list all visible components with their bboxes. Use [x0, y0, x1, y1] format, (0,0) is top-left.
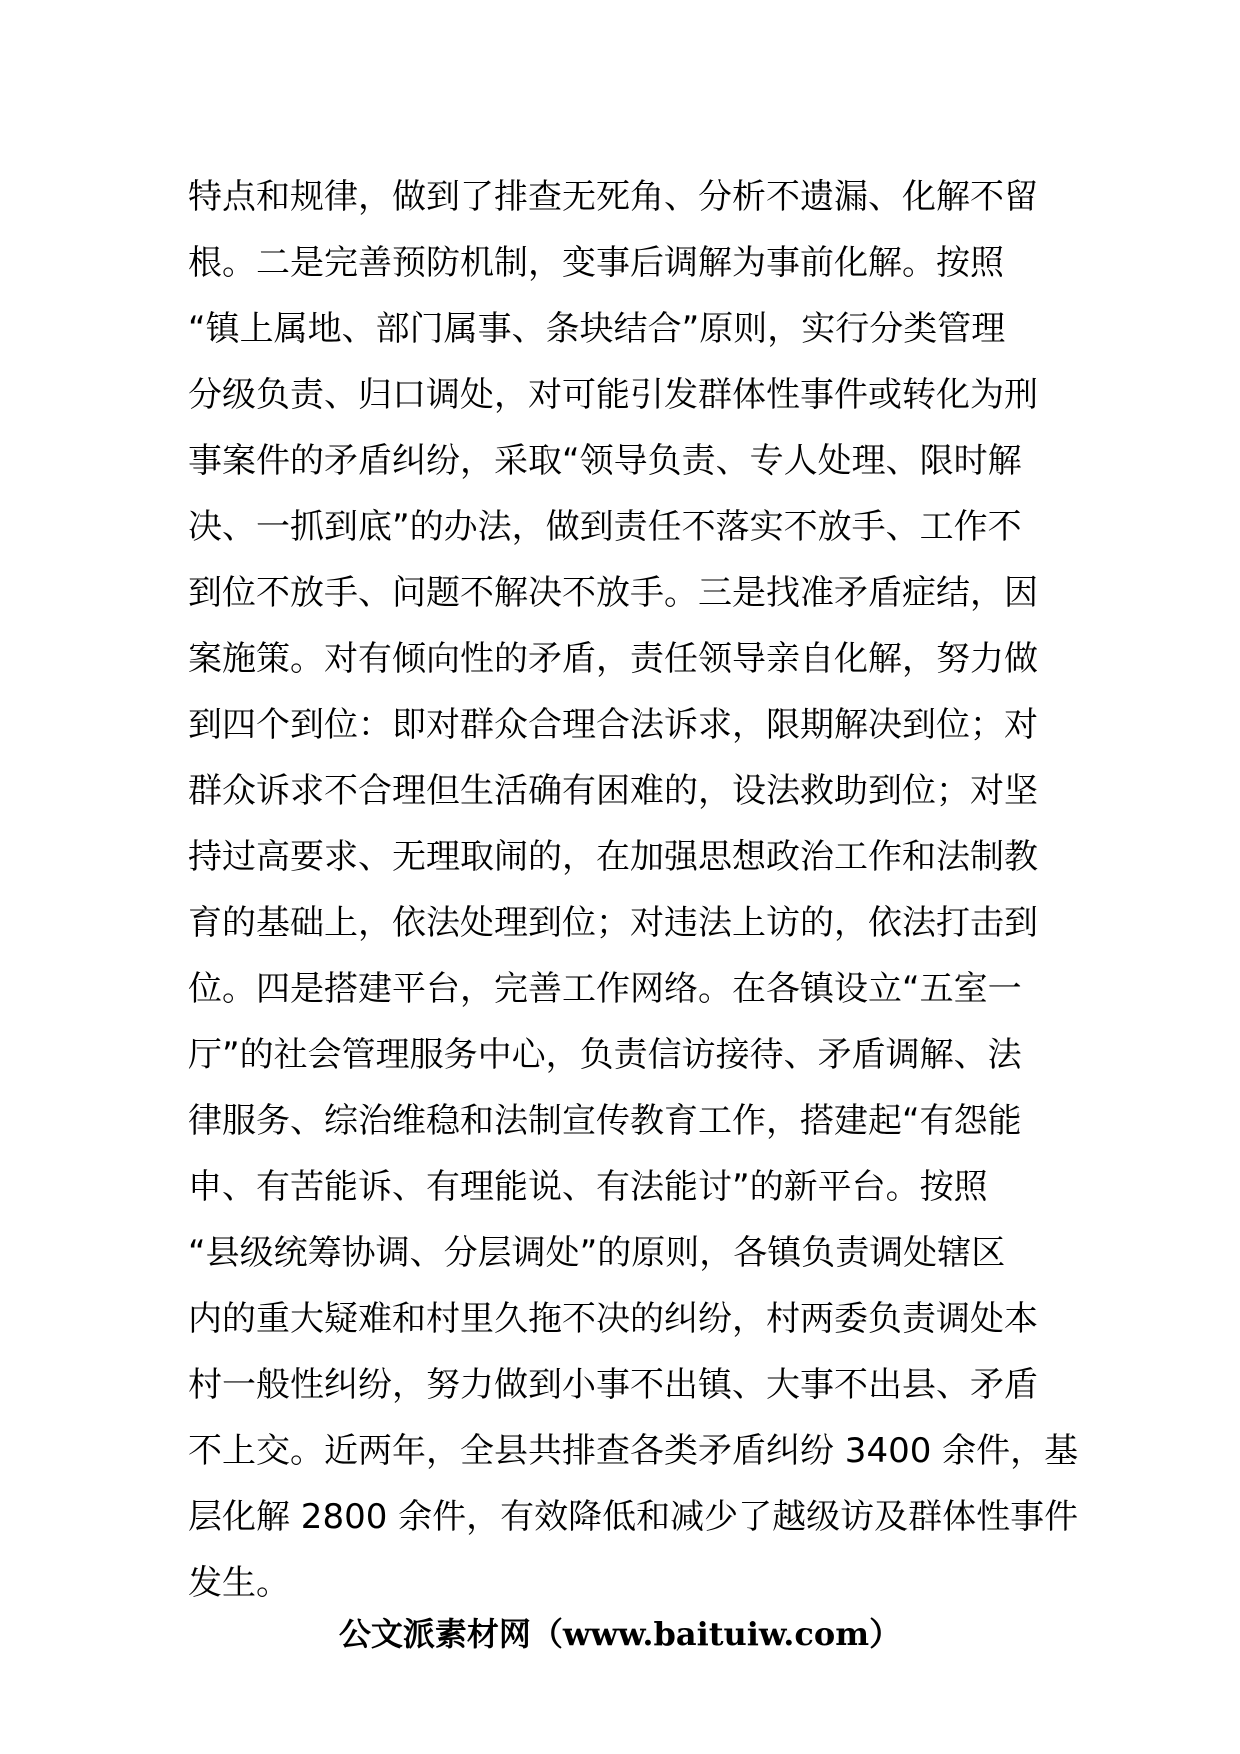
text-line: 持过高要求、无理取闹的，在加强思想政治工作和法制教 — [188, 837, 1038, 877]
text-line: 事案件的矛盾纠纷，采取“领导负责、专人处理、限时解 — [188, 441, 1022, 481]
body-paragraph — [188, 164, 1079, 1616]
text-line: 厅”的社会管理服务中心，负责信访接待、矛盾调解、法 — [188, 1035, 1022, 1075]
text-line: 发生。 — [188, 1563, 290, 1603]
text-line: 决、一抓到底”的办法，做到责任不落实不放手、工作不 — [188, 507, 1022, 547]
text-line: 分级负责、归口调处，对可能引发群体性事件或转化为刑 — [188, 375, 1038, 415]
text-line: “县级统筹协调、分层调处”的原则，各镇负责调处辖区 — [188, 1233, 1006, 1273]
text-line: 内的重大疑难和村里久拖不决的纠纷，村两委负责调处本 — [188, 1299, 1038, 1339]
text-line: 育的基础上，依法处理到位；对违法上访的，依法打击到 — [188, 903, 1038, 943]
text-line: 层化解 2800 余件，有效降低和减少了越级访及群体性事件 — [188, 1497, 1079, 1537]
text-line: 根。二是完善预防机制，变事后调解为事前化解。按照 — [188, 243, 1004, 283]
text-line: 特点和规律，做到了排查无死角、分析不遗漏、化解不留 — [188, 177, 1038, 217]
text-line: 到位不放手、问题不解决不放手。三是找准矛盾症结，因 — [188, 573, 1038, 613]
text-line: 到四个到位：即对群众合理合法诉求，限期解决到位；对 — [188, 705, 1038, 745]
text-line: 位。四是搭建平台，完善工作网络。在各镇设立“五室一 — [188, 969, 1022, 1009]
text-line: 申、有苦能诉、有理能说、有法能讨”的新平台。按照 — [188, 1167, 988, 1207]
text-line: 群众诉求不合理但生活确有困难的，设法救助到位；对坚 — [188, 771, 1038, 811]
text-line: 不上交。近两年，全县共排查各类矛盾纠纷 3400 余件，基 — [188, 1431, 1079, 1471]
text-line: 案施策。对有倾向性的矛盾，责任领导亲自化解，努力做 — [188, 639, 1038, 679]
source-footer: 公文派素材网（www.baituiw.com） — [338, 1615, 902, 1653]
text-line: 律服务、综治维稳和法制宣传教育工作，搭建起“有怨能 — [188, 1101, 1022, 1141]
text-line: 村一般性纠纷，努力做到小事不出镇、大事不出县、矛盾 — [188, 1365, 1038, 1405]
text-line: “镇上属地、部门属事、条块结合”原则，实行分类管理 — [188, 309, 1006, 349]
